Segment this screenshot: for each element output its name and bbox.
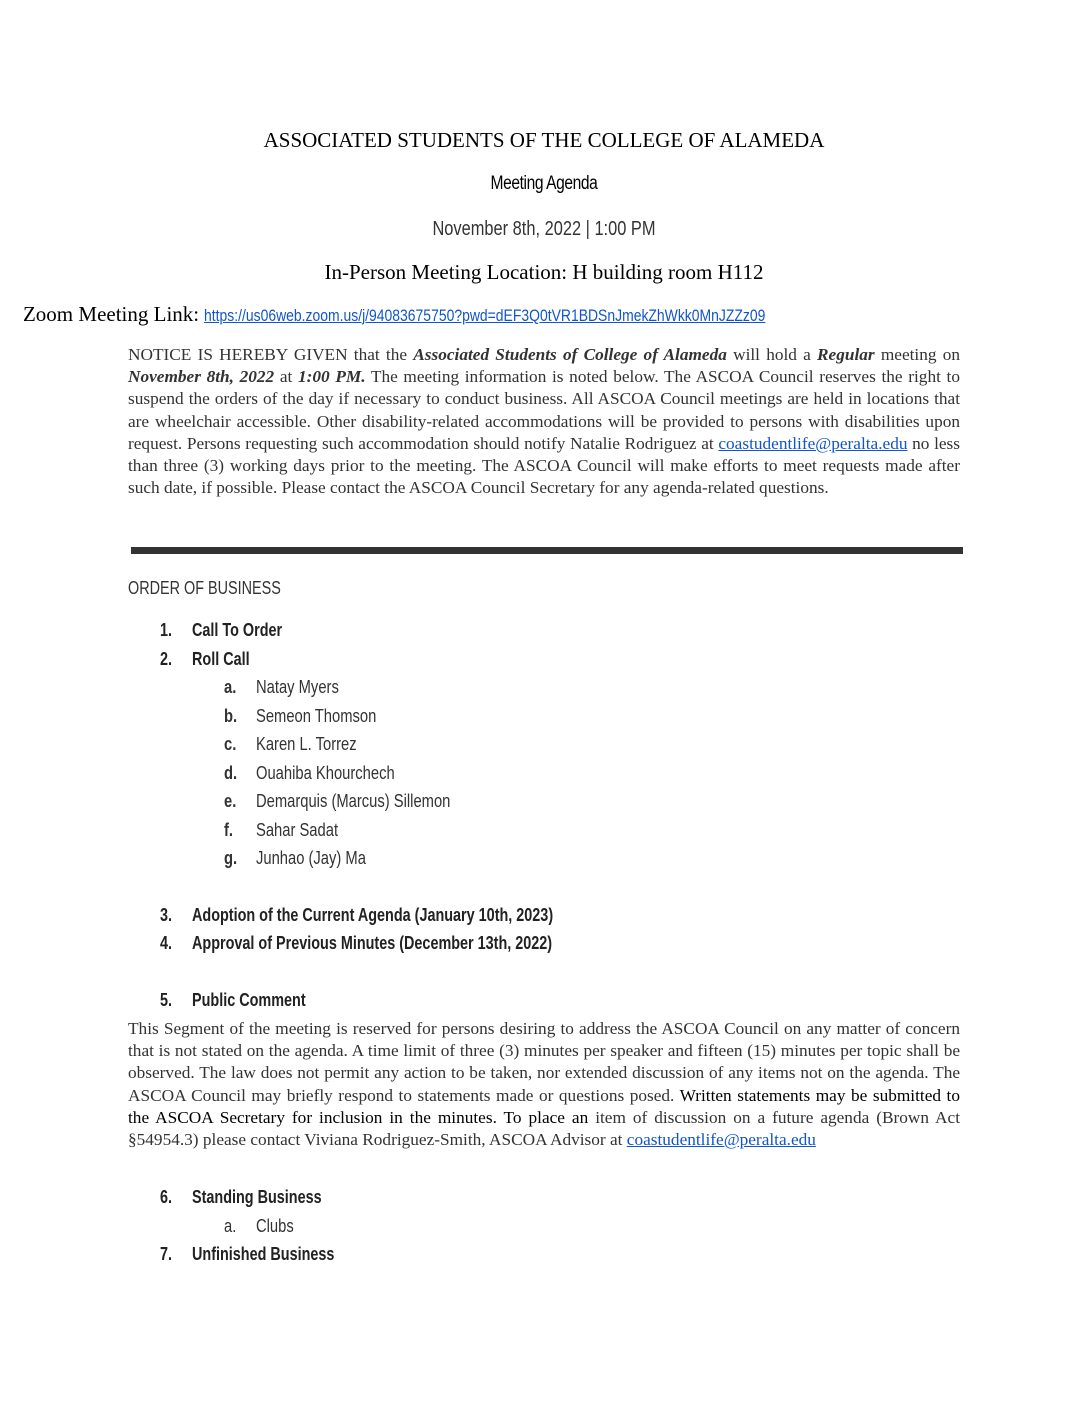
member-name: Junhao (Jay) Ma bbox=[255, 848, 366, 868]
notice-time: 1:00 PM. bbox=[297, 367, 366, 387]
meeting-location: In-Person Meeting Location: H building room H112 bbox=[324, 260, 764, 284]
member-letter: c. bbox=[224, 734, 237, 754]
notice-email-link[interactable]: coastudentlife@peralta.edu bbox=[718, 433, 908, 453]
zoom-meeting-link[interactable]: https://us06web.zoom.us/j/94083675750?pwd=dEF3Q0tVR1BDSnJmekZhWkk0MnJZZz09 bbox=[204, 306, 766, 325]
notice-date: November 8th, 2022 bbox=[128, 367, 275, 387]
member-name: Semeon Thomson bbox=[255, 706, 377, 726]
item-label: Standing Business bbox=[192, 1187, 322, 1207]
agenda-item bbox=[160, 990, 306, 1011]
organization-title: ASSOCIATED STUDENTS OF THE COLLEGE OF ALAMEDA bbox=[263, 128, 825, 152]
item-label: Approval of Previous Minutes (December 13th, 2022) bbox=[192, 933, 553, 953]
zoom-line bbox=[0, 302, 1000, 327]
zoom-label: Zoom Meeting Link: bbox=[22, 302, 205, 326]
item-number: 6. bbox=[160, 1187, 173, 1207]
notice-text: will hold a bbox=[726, 345, 818, 364]
document-subtitle: Meeting Agenda bbox=[490, 173, 598, 194]
member-name: Karen L. Torrez bbox=[255, 734, 357, 754]
notice-meeting-type: Regular bbox=[817, 345, 875, 364]
subitem-letter: a. bbox=[224, 1216, 237, 1236]
agenda-item bbox=[160, 1244, 334, 1265]
item-label: Call To Order bbox=[192, 620, 283, 640]
agenda-item bbox=[160, 620, 282, 641]
agenda-item bbox=[160, 649, 250, 670]
notice-text: meeting on bbox=[874, 345, 961, 364]
member-letter: d. bbox=[224, 763, 238, 783]
public-comment-text: Written statements may be submitted to the ASCOA Secretary for inclusion in the minutes. To place an bbox=[128, 1085, 960, 1127]
member-name: Ouahiba Khourchech bbox=[255, 763, 395, 783]
meeting-datetime: November 8th, 2022 | 1:00 PM bbox=[432, 218, 656, 240]
member-name: Sahar Sadat bbox=[255, 820, 339, 840]
public-comment-paragraph bbox=[128, 1018, 960, 1151]
standing-business-item bbox=[224, 1216, 294, 1237]
section-divider bbox=[131, 547, 963, 554]
notice-text: NOTICE IS HEREBY GIVEN that the bbox=[128, 345, 414, 364]
notice-text: The meeting information is noted below. The ASCOA Council reserves the right to suspend the orders of the day if necessary to conduct business. All ASCOA Council meetings are held in locations that are wheelchair accessible. Other disability-related accommodations will be provided to persons with disabilities upon request. Persons requesting such accommodation should notify Natalie Rodriguez at bbox=[128, 367, 960, 453]
item-number: 3. bbox=[160, 905, 173, 925]
item-label: Adoption of the Current Agenda (January 10th, 2023) bbox=[192, 905, 554, 925]
item-number: 7. bbox=[160, 1244, 173, 1264]
member-name: Natay Myers bbox=[255, 677, 339, 697]
agenda-item bbox=[160, 933, 552, 954]
roll-call-member bbox=[224, 820, 338, 841]
roll-call-member bbox=[224, 848, 366, 869]
roll-call-member bbox=[224, 763, 395, 784]
member-letter: g. bbox=[224, 848, 238, 868]
notice-text: at bbox=[274, 367, 298, 387]
agenda-item bbox=[160, 905, 553, 926]
item-number: 2. bbox=[160, 649, 173, 669]
item-label: Public Comment bbox=[192, 990, 306, 1010]
agenda-item bbox=[160, 1187, 322, 1208]
public-comment-text: This Segment of the meeting is reserved for persons desiring to address the ASCOA Council on any matter of concern that is not stated on the agenda. A time limit of three (3) minutes per speaker and fifteen (15) minutes per topic shall be observed. The law does not permit any action to be taken, nor extended discussion of any items not on the agenda. The ASCOA Council may briefly respond to statements made or questions posed. bbox=[128, 1019, 960, 1105]
member-letter: e. bbox=[224, 791, 237, 811]
order-of-business-heading: ORDER OF BUSINESS bbox=[128, 578, 281, 598]
notice-org: Associated Students of College of Alameda bbox=[413, 345, 727, 364]
item-label: Unfinished Business bbox=[192, 1244, 335, 1264]
roll-call-member bbox=[224, 677, 339, 698]
roll-call-member bbox=[224, 706, 376, 727]
roll-call-member bbox=[224, 791, 450, 812]
subitem-label: Clubs bbox=[255, 1216, 294, 1236]
notice-paragraph bbox=[128, 344, 960, 499]
item-number: 1. bbox=[160, 620, 173, 640]
item-number: 4. bbox=[160, 933, 173, 953]
item-label: Roll Call bbox=[192, 649, 250, 669]
public-comment-text: item of discussion on a future agenda (Brown Act §54954.3) please contact Viviana Rodriguez-Smith, ASCOA Advisor at bbox=[128, 1107, 960, 1150]
roll-call-member bbox=[224, 734, 357, 755]
item-number: 5. bbox=[160, 990, 173, 1010]
notice-text: no less than three (3) working days prior to the meeting. The ASCOA Council will make efforts to meet requests made after such date, if possible. Please contact the ASCOA Council Secretary for any agenda-related questions. bbox=[128, 433, 961, 498]
member-letter: f. bbox=[224, 820, 234, 840]
public-comment-email-link[interactable]: coastudentlife@peralta.edu bbox=[626, 1130, 816, 1150]
member-letter: a. bbox=[224, 677, 237, 697]
member-letter: b. bbox=[224, 706, 238, 726]
member-name: Demarquis (Marcus) Sillemon bbox=[255, 791, 451, 811]
